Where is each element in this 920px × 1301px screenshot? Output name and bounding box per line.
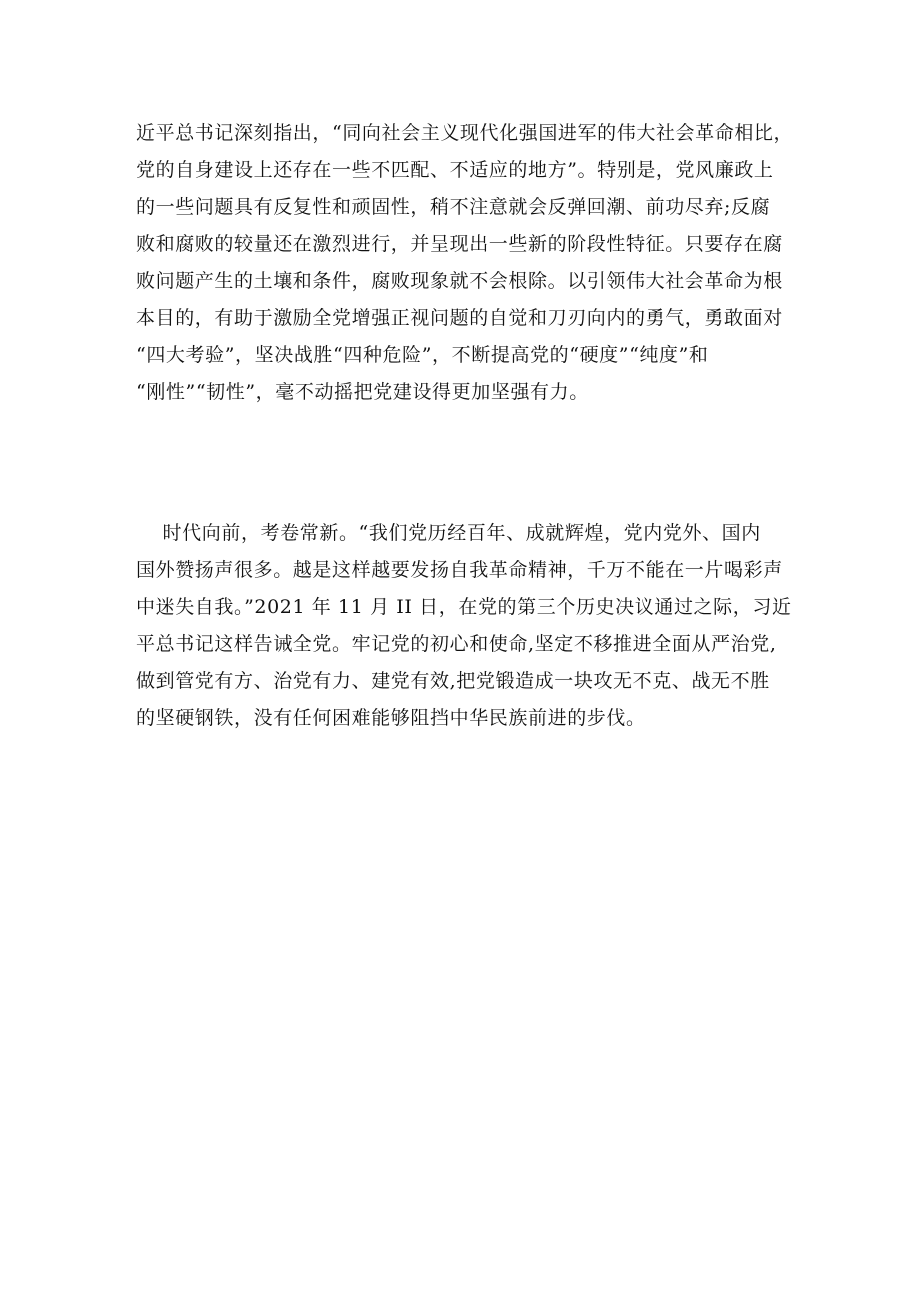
text-line: 平总书记这样告诫全党。牢记党的初心和使命,坚定不移推进全面从严治党, xyxy=(136,633,777,655)
text-line: 的坚硬钢铁，没有任何困难能够阻挡中华民族前进的步伐。 xyxy=(136,707,646,729)
text-line: “刚性”“韧性”，毫不动摇把党建设得更加坚强有力。 xyxy=(136,381,589,403)
text-line: 中迷失自我。”2021 年 11 月 II 日，在党的第三个历史决议通过之际，习近 xyxy=(136,596,792,618)
text-line: “四大考验”，坚决战胜“四种危险”，不断提高党的“硬度”“纯度”和 xyxy=(136,344,709,366)
text-line: 近平总书记深刻指出，“同向社会主义现代化强国进军的伟大社会革命相比， xyxy=(136,122,794,144)
text-line: 的一些问题具有反复性和顽固性，稍不注意就会反弹回潮、前功尽弃;反腐 xyxy=(136,196,771,218)
text-line: 本目的，有助于激励全党增强正视问题的自觉和刀刃向内的勇气，勇敢面对 xyxy=(136,307,783,329)
text-line: 败和腐败的较量还在激烈进行，并呈现出一些新的阶段性特征。只要存在腐 xyxy=(136,233,783,255)
text-line: 国外赞扬声很多。越是这样越要发扬自我革命精神，千万不能在一片喝彩声 xyxy=(136,559,783,581)
text-line: 党的自身建设上还存在一些不匹配、不适应的地方”。特别是，党风廉政上 xyxy=(136,159,774,181)
paragraph-1 xyxy=(136,115,806,411)
paragraph-2 xyxy=(136,515,806,737)
text-line: 时代向前，考卷常新。“我们党历经百年、成就辉煌，党内党外、国内 xyxy=(136,522,761,544)
text-line: 做到管党有方、治党有力、建党有效,把党锻造成一块攻无不克、战无不胜 xyxy=(136,670,770,692)
text-line: 败问题产生的土壤和条件，腐败现象就不会根除。以引领伟大社会革命为根 xyxy=(136,270,783,292)
